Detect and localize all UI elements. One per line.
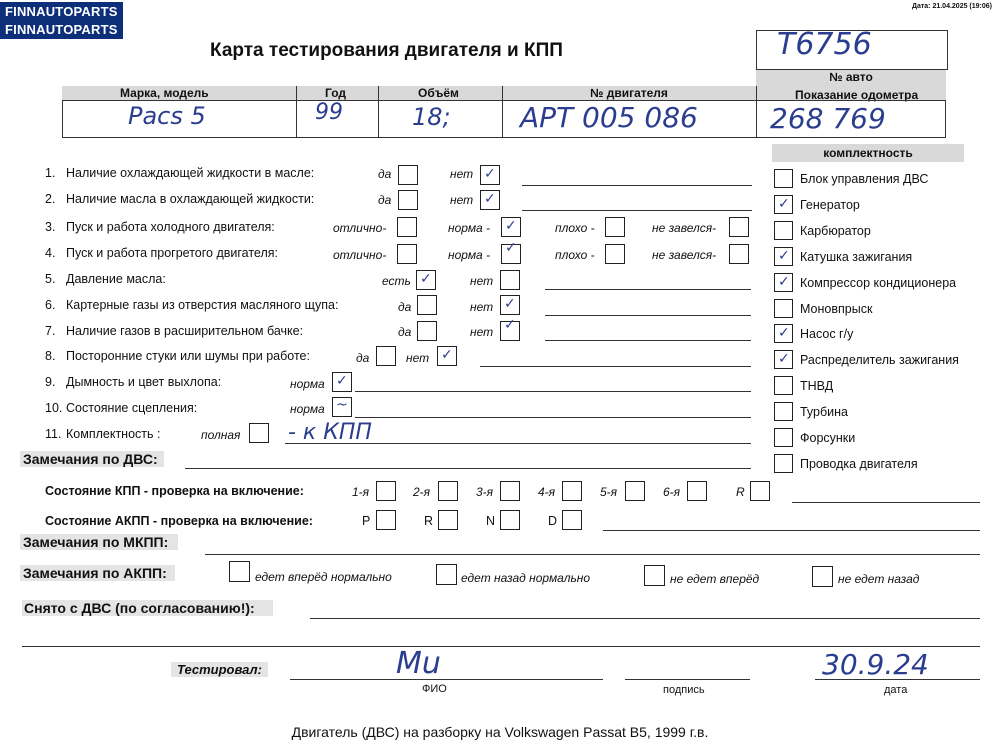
fill-line bbox=[545, 289, 751, 290]
komplekt-item: Проводка двигателя bbox=[800, 457, 918, 471]
checkbox-normal[interactable]: ✓ bbox=[501, 244, 521, 264]
remarks-mkpp-label: Замечания по МКПП: bbox=[20, 534, 178, 550]
item-label: Состояние сцепления: bbox=[66, 401, 198, 415]
checkbox-yes[interactable]: ✓ bbox=[416, 270, 436, 290]
komplekt-checkbox[interactable]: ✓ bbox=[774, 273, 793, 292]
akpp-label: Состояние АКПП - проверка на включение: bbox=[45, 514, 313, 528]
komplekt-checkbox[interactable] bbox=[774, 221, 793, 240]
hw-signature: Mu bbox=[396, 646, 441, 681]
car-number-box bbox=[756, 27, 948, 70]
divider bbox=[502, 86, 503, 138]
checkbox-normal[interactable]: ✓ bbox=[332, 372, 352, 392]
akpp-no-forward-checkbox[interactable] bbox=[644, 565, 665, 586]
gear-checkbox[interactable] bbox=[376, 481, 396, 501]
col-model: Марка, модель bbox=[120, 86, 209, 100]
hw-volume: 18; bbox=[412, 103, 451, 131]
item-label: Пуск и работа прогретого двигателя: bbox=[66, 246, 278, 260]
komplekt-checkbox[interactable]: ✓ bbox=[774, 195, 793, 214]
hw-completeness-note: - к КПП bbox=[288, 420, 372, 445]
fill-line bbox=[310, 618, 980, 619]
komplekt-item: Блок управления ДВС bbox=[800, 172, 929, 186]
komplekt-title: комплектность bbox=[772, 144, 964, 162]
fill-line bbox=[290, 679, 603, 680]
komplekt-checkbox[interactable] bbox=[774, 299, 793, 318]
removed-label: Снято с ДВС (по согласованию!): bbox=[22, 600, 273, 616]
komplekt-item: Карбюратор bbox=[800, 224, 871, 238]
col-engine: № двигателя bbox=[590, 86, 668, 100]
gear-label: 5-я bbox=[600, 485, 618, 499]
print-date: Дата: 21.04.2025 (19:06) bbox=[911, 3, 992, 10]
kpp-label: Состояние КПП - проверка на включение: bbox=[45, 484, 304, 498]
gear-checkbox[interactable] bbox=[687, 481, 707, 501]
col-odometer: Показание одометра bbox=[795, 88, 919, 102]
option-label: не завелся- bbox=[652, 221, 717, 235]
akpp-option-label: не едет вперёд bbox=[670, 572, 760, 586]
komplekt-item: Компрессор кондиционера bbox=[800, 276, 957, 290]
gear-label: 1-я bbox=[352, 485, 370, 499]
item-number: 6. bbox=[45, 298, 56, 312]
komplekt-item: Форсунки bbox=[800, 431, 856, 445]
option-label: норма - bbox=[448, 248, 491, 262]
hw-date: 30.9.24 bbox=[822, 648, 929, 681]
checkbox-bad[interactable] bbox=[605, 217, 625, 237]
checkbox-no[interactable]: ✓ bbox=[480, 190, 500, 210]
fill-line bbox=[185, 468, 751, 469]
option-label: нет bbox=[450, 193, 474, 207]
gear-label: 6-я bbox=[663, 485, 681, 499]
gear-label: 4-я bbox=[538, 485, 556, 499]
item-number: 9. bbox=[45, 375, 56, 389]
gear-label: D bbox=[548, 514, 558, 528]
divider bbox=[296, 86, 297, 138]
komplekt-item: Распределитель зажигания bbox=[800, 353, 959, 367]
checkbox-yes[interactable] bbox=[417, 321, 437, 341]
checkbox-yes[interactable] bbox=[417, 295, 437, 315]
akpp-backward-checkbox[interactable] bbox=[436, 564, 457, 585]
col-volume: Объём bbox=[418, 86, 459, 100]
col-year: Год bbox=[325, 86, 346, 100]
option-label: полная bbox=[201, 428, 241, 442]
option-label: отлично- bbox=[333, 248, 387, 262]
hw-car-number: T6756 bbox=[777, 27, 872, 62]
akpp-option-label: едет вперёд нормально bbox=[255, 570, 392, 584]
option-label: да bbox=[398, 325, 412, 339]
tested-label: Тестировал: bbox=[171, 662, 268, 677]
checkbox-bad[interactable] bbox=[605, 244, 625, 264]
gear-label: R bbox=[424, 514, 434, 528]
gear-checkbox[interactable] bbox=[562, 510, 582, 530]
fill-line bbox=[545, 315, 751, 316]
option-label: есть bbox=[382, 274, 411, 288]
checkbox-no[interactable]: ✓ bbox=[500, 321, 520, 341]
checkbox-no[interactable] bbox=[500, 270, 520, 290]
gear-checkbox[interactable] bbox=[500, 510, 520, 530]
option-label: не завелся- bbox=[652, 248, 717, 262]
item-number: 3. bbox=[45, 220, 56, 234]
akpp-forward-checkbox[interactable] bbox=[229, 561, 250, 582]
checkbox-yes[interactable] bbox=[398, 190, 418, 210]
date-label: дата bbox=[884, 684, 908, 696]
remarks-dvs-label: Замечания по ДВС: bbox=[20, 451, 164, 467]
gear-label: 3-я bbox=[476, 485, 494, 499]
fill-line bbox=[603, 530, 980, 531]
fill-line bbox=[355, 391, 751, 392]
item-label: Наличие газов в расширительном бачке: bbox=[66, 324, 304, 338]
komplekt-checkbox[interactable]: ✓ bbox=[774, 350, 793, 369]
option-label: да bbox=[356, 351, 370, 365]
fill-line bbox=[205, 554, 980, 555]
item-label: Комплектность : bbox=[66, 427, 161, 441]
item-label: Наличие охлаждающей жидкости в масле: bbox=[66, 166, 315, 180]
hw-model: Pacs 5 bbox=[128, 102, 206, 130]
item-number: 5. bbox=[45, 272, 56, 286]
option-label: норма - bbox=[448, 221, 491, 235]
option-label: да bbox=[378, 193, 392, 207]
fill-line bbox=[522, 185, 752, 186]
option-label: нет bbox=[470, 274, 494, 288]
option-label: отлично- bbox=[333, 221, 387, 235]
komplekt-checkbox[interactable]: ✓ bbox=[774, 324, 793, 343]
option-label: нет bbox=[470, 325, 494, 339]
gear-checkbox[interactable] bbox=[376, 510, 396, 530]
komplekt-item: Генератор bbox=[800, 198, 860, 212]
watermark-logo-2: FINNAUTOPARTS bbox=[0, 20, 123, 39]
signature-label: подпись bbox=[663, 684, 705, 696]
car-number-label: № авто bbox=[756, 70, 946, 86]
gear-checkbox[interactable] bbox=[438, 510, 458, 530]
fill-line bbox=[480, 366, 751, 367]
hw-odometer: 268 769 bbox=[770, 102, 886, 135]
fill-line bbox=[792, 502, 980, 503]
option-label: нет bbox=[450, 167, 474, 181]
checkbox-no[interactable]: ✓ bbox=[437, 346, 457, 366]
checkbox-no[interactable]: ✓ bbox=[480, 165, 500, 185]
checkbox-no-start[interactable] bbox=[729, 217, 749, 237]
gear-checkbox[interactable] bbox=[750, 481, 770, 501]
gear-label: 2-я bbox=[413, 485, 431, 499]
komplekt-checkbox[interactable] bbox=[774, 454, 793, 473]
option-label: да bbox=[398, 300, 412, 314]
item-label: Посторонние стуки или шумы при работе: bbox=[66, 349, 310, 363]
item-label: Дымность и цвет выхлопа: bbox=[66, 375, 222, 389]
fio-label: ФИО bbox=[422, 683, 447, 695]
gear-checkbox[interactable] bbox=[562, 481, 582, 501]
item-label: Давление масла: bbox=[66, 272, 166, 286]
komplekt-checkbox[interactable]: ✓ bbox=[774, 247, 793, 266]
gear-label: P bbox=[362, 514, 371, 528]
komplekt-item: ТНВД bbox=[800, 379, 834, 393]
item-number: 4. bbox=[45, 246, 56, 260]
fill-line bbox=[285, 443, 751, 444]
option-label: плохо - bbox=[555, 248, 595, 262]
item-number: 2. bbox=[45, 192, 56, 206]
option-label: норма bbox=[290, 377, 325, 391]
item-number: 11. bbox=[45, 427, 62, 441]
checkbox-excellent[interactable] bbox=[397, 244, 417, 264]
checkbox-no[interactable]: ✓ bbox=[500, 295, 520, 315]
fill-line bbox=[522, 210, 752, 211]
checkbox-no-start[interactable] bbox=[729, 244, 749, 264]
fill-line bbox=[355, 417, 751, 418]
fill-line bbox=[815, 679, 980, 680]
checkbox-yes[interactable] bbox=[376, 346, 396, 366]
komplekt-checkbox[interactable] bbox=[774, 169, 793, 188]
komplekt-item: Насос г/у bbox=[800, 327, 854, 341]
item-label: Пуск и работа холодного двигателя: bbox=[66, 220, 275, 234]
checkbox-yes[interactable] bbox=[398, 165, 418, 185]
gear-checkbox[interactable] bbox=[500, 481, 520, 501]
komplekt-item: Моновпрыск bbox=[800, 302, 873, 316]
akpp-option-label: не едет назад bbox=[838, 572, 920, 586]
fill-line bbox=[22, 646, 980, 647]
hw-year: 99 bbox=[315, 100, 343, 125]
komplekt-checkbox[interactable] bbox=[774, 428, 793, 447]
checkbox-excellent[interactable] bbox=[397, 217, 417, 237]
watermark-logo: FINNAUTOPARTS bbox=[0, 2, 123, 21]
checkbox-full[interactable] bbox=[249, 423, 269, 443]
item-label: Наличие масла в охлаждающей жидкости: bbox=[66, 192, 315, 206]
item-number: 10. bbox=[45, 401, 63, 415]
komplekt-checkbox[interactable] bbox=[774, 402, 793, 421]
item-number: 8. bbox=[45, 349, 56, 363]
gear-label: N bbox=[486, 514, 496, 528]
akpp-option-label: едет назад нормально bbox=[461, 571, 591, 585]
option-label: да bbox=[378, 167, 392, 181]
option-label: нет bbox=[470, 300, 494, 314]
gear-label: R bbox=[736, 485, 745, 499]
komplekt-checkbox[interactable] bbox=[774, 376, 793, 395]
item-number: 7. bbox=[45, 324, 56, 338]
option-label: норма bbox=[290, 402, 325, 416]
remarks-akpp-label: Замечания по АКПП: bbox=[20, 565, 175, 581]
gear-checkbox[interactable] bbox=[625, 481, 645, 501]
checkbox-normal[interactable]: ~ bbox=[332, 397, 352, 417]
komplekt-item: Турбина bbox=[800, 405, 848, 419]
komplekt-item: Катушка зажигания bbox=[800, 250, 913, 264]
checkbox-normal[interactable]: ✓ bbox=[501, 217, 521, 237]
option-label: плохо - bbox=[555, 221, 595, 235]
page-title: Карта тестирования двигателя и КПП bbox=[210, 40, 563, 61]
item-label: Картерные газы из отверстия масляного щупа: bbox=[66, 298, 339, 312]
divider bbox=[378, 86, 379, 138]
option-label: нет bbox=[406, 351, 430, 365]
fill-line bbox=[545, 340, 751, 341]
akpp-no-backward-checkbox[interactable] bbox=[812, 566, 833, 587]
item-number: 1. bbox=[45, 166, 56, 180]
gear-checkbox[interactable] bbox=[438, 481, 458, 501]
photo-caption: Двигатель (ДВС) на разборку на Volkswagen Passat B5, 1999 г.в. bbox=[291, 724, 709, 740]
divider bbox=[756, 86, 757, 138]
hw-engine-number: APT 005 086 bbox=[520, 101, 698, 134]
fill-line bbox=[625, 679, 750, 680]
